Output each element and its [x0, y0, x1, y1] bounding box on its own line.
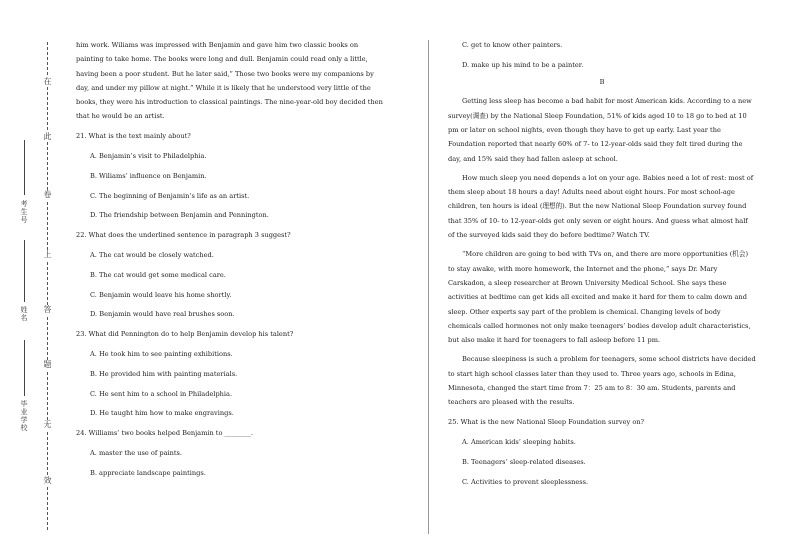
- option-21d: D. The friendship between Benjamin and Pennington.: [90, 211, 269, 220]
- option-24b: B. appreciate landscape paintings.: [90, 468, 206, 477]
- seal-char: 上: [43, 250, 52, 259]
- option-24d: D. make up his mind to be a painter.: [462, 60, 584, 69]
- name-label: 姓名: [20, 306, 28, 322]
- seal-char: 卷: [43, 190, 52, 199]
- question-23: 23. What did Pennington do to help Benjamin develop his talent?: [76, 330, 294, 339]
- seal-char: 效: [43, 476, 52, 485]
- option-25a: A. American kids’ sleeping habits.: [462, 437, 576, 446]
- question-25: 25. What is the new National Sleep Foundation survey on?: [448, 418, 645, 427]
- passage-paragraph: How much sleep you need depends a lot on your age. Babies need a lot of rest: most of them sleep about 18 hours a day! Adults need about eight hours. For most school-age children, ten hours is ideal (理想的). But the new National Sleep Foundation survey found that 35% of 10- to 12-year-olds get only seven or eight hours. And guess what almost half of the surveyed kids said they do before bedtime? Watch TV.: [448, 173, 754, 240]
- option-21c: C. The beginning of Benjamin’s life as an artist.: [90, 191, 250, 200]
- passage-paragraph: Getting less sleep has become a bad habit for most American kids. According to a new survey(调查) by the National Sleep Foundation, 51% of kids aged 10 to 18 go to bed at 10 pm or later on school nights, even though they have to get up early. Last year the Foundation reported that nearly 60% of 7- to 12-year-olds said they felt tired during the day, and 15% said they had fallen asleep at school.: [448, 97, 752, 163]
- option-23d: D. He taught him how to make engravings.: [90, 409, 234, 418]
- right-column: [448, 38, 756, 489]
- passage-paragraph: Because sleepiness is such a problem for teenagers, some school districts have decided to start high school classes later than they used to. Three years ago, schools in Edina, Minnesota, changed the start time from 7：25 am to 8：30 am. Students, parents and teachers are pleased with the results.: [448, 355, 756, 407]
- option-24a: A. master the use of paints.: [90, 449, 182, 458]
- name-field: [24, 240, 25, 302]
- candidate-number-field: [24, 140, 25, 195]
- option-23a: A. He took him to see painting exhibitions.: [90, 350, 233, 359]
- seal-char: 题: [43, 360, 52, 369]
- question-21: 21. What is the text mainly about?: [76, 132, 191, 141]
- option-21a: A. Benjamin’s visit to Philadelphia.: [90, 152, 207, 161]
- left-column: [76, 38, 386, 480]
- seal-char: 在: [43, 77, 52, 86]
- option-21b: B. Wiliams’ influence on Benjamin.: [90, 171, 207, 180]
- question-24: 24. Williams’ two books helped Benjamin to ________.: [76, 429, 253, 438]
- school-field: [24, 340, 25, 396]
- section-label: B: [599, 78, 605, 87]
- seal-char: 此: [43, 132, 52, 141]
- passage-tail: him work. Wiliams was impressed with Benjamin and gave him two classic books on painting to take home. The books were long and dull. Benjamin could read only a little, having been a poor student. But he later said,” Those two books were my companions by day, and under my pillow at night.” While it is likely that he understood very little of the books, they were his introduction to classical paintings. The nine-year-old boy decided then that he would be an artist.: [76, 41, 383, 121]
- candidate-number-label: 考生号: [20, 200, 28, 224]
- option-22c: C. Benjamin would leave his home shortly.: [90, 290, 232, 299]
- seal-char: 答: [43, 305, 52, 314]
- seal-char: 无: [43, 420, 52, 429]
- option-24c: C. get to know other painters.: [462, 41, 563, 49]
- option-25b: B. Teenagers’ sleep-related diseases.: [462, 457, 586, 466]
- column-divider: [428, 40, 429, 534]
- option-22a: A. The cat would be closely watched.: [90, 251, 214, 260]
- option-22b: B. The cat would get some medical care.: [90, 270, 226, 279]
- binding-margin: [0, 0, 72, 560]
- option-23c: C. He sent him to a school in Philadelphia.: [90, 389, 233, 398]
- school-label: 毕业学校: [20, 400, 28, 432]
- option-25c: C. Activities to prevent sleeplessness.: [462, 477, 589, 486]
- option-22d: D. Benjamin would have real brushes soon.: [90, 310, 235, 319]
- passage-paragraph: “More children are going to bed with TVs on, and there are more opportunities (机会) to stay awake, with more homework, the Internet and the phone,” says Dr. Mary Carskadon, a sleep researcher at Brown University Medical School. She says these activities at bedtime can get kids all excited and make it hard for them to calm down and sleep. Other experts say part of the problem is chemical. Changing levels of body chemicals called hormones not only make teenagers’ bodies develop adult characteristics, but also make it hard for teenagers to fall asleep before 11 pm.: [448, 250, 751, 345]
- seal-dashed-line: [47, 42, 48, 530]
- option-23b: B. He provided him with painting materials.: [90, 369, 238, 378]
- question-22: 22. What does the underlined sentence in paragraph 3 suggest?: [76, 231, 291, 240]
